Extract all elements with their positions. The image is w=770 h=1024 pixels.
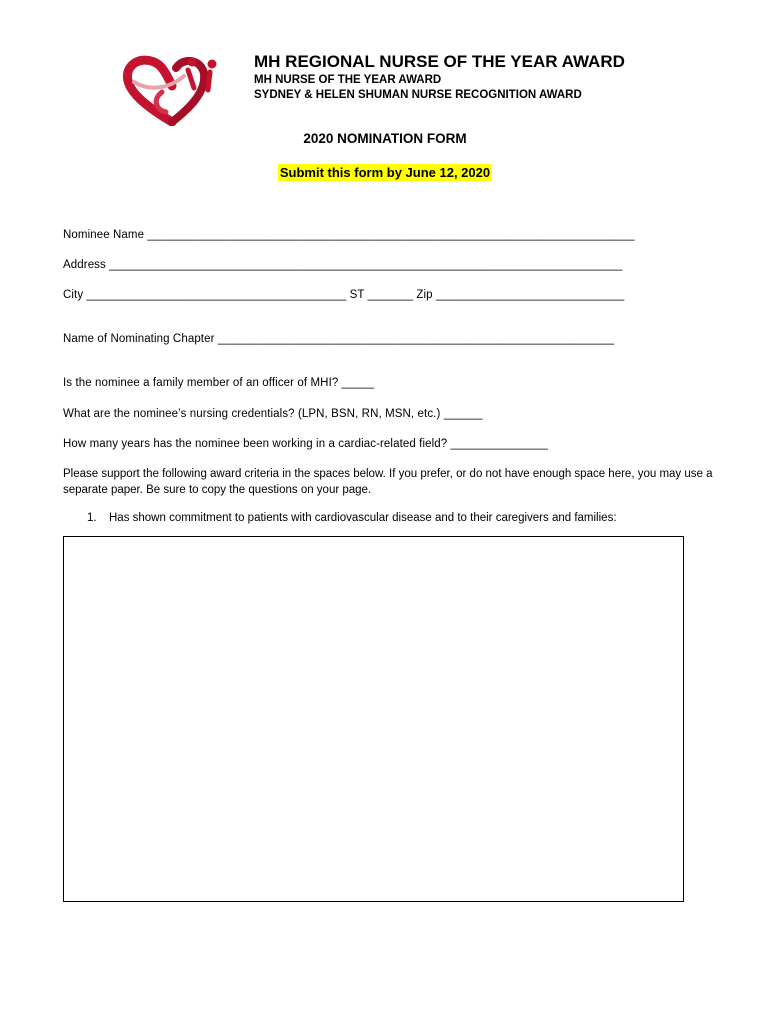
deadline-text: Submit this form by June 12, 2020: [279, 165, 491, 180]
credentials-question[interactable]: What are the nominee’s nursing credentials? (LPN, BSN, RN, MSN, etc.) ______: [63, 408, 483, 420]
family-member-question[interactable]: Is the nominee a family member of an officer of MHI? _____: [63, 377, 375, 389]
criterion-number: 1.: [87, 512, 97, 524]
criterion-1: [87, 512, 617, 524]
nominating-chapter-field[interactable]: Name of Nominating Chapter _____________________________________________________________: [63, 333, 615, 345]
years-cardiac-question[interactable]: How many years has the nominee been working in a cardiac-related field? _______________: [63, 438, 548, 450]
instructions-paragraph: Please support the following award criteria in the spaces below. If you prefer, or do not have enough space here, you may use a separate paper. Be sure to copy the questions on your page.: [63, 468, 713, 496]
deadline-notice: [0, 164, 770, 182]
criterion-text: Has shown commitment to patients with cardiovascular disease and to their caregivers and families:: [109, 512, 617, 524]
award-title: MH REGIONAL NURSE OF THE YEAR AWARD: [254, 52, 625, 71]
nominee-name-field[interactable]: Nominee Name ___________________________________________________________________________: [63, 229, 635, 241]
address-field[interactable]: Address _______________________________________________________________________________: [63, 259, 623, 271]
city-state-zip-field[interactable]: City ________________________________________ ST _______ Zip _____________________________: [63, 289, 625, 301]
award-subtitle-shuman: SYDNEY & HELEN SHUMAN NURSE RECOGNITION AWARD: [254, 89, 582, 101]
heart-figures-logo-icon: [122, 52, 222, 126]
award-subtitle-nurse-of-year: MH NURSE OF THE YEAR AWARD: [254, 74, 442, 86]
form-title: 2020 NOMINATION FORM: [303, 131, 467, 146]
criterion-1-answer-box[interactable]: [63, 536, 684, 902]
